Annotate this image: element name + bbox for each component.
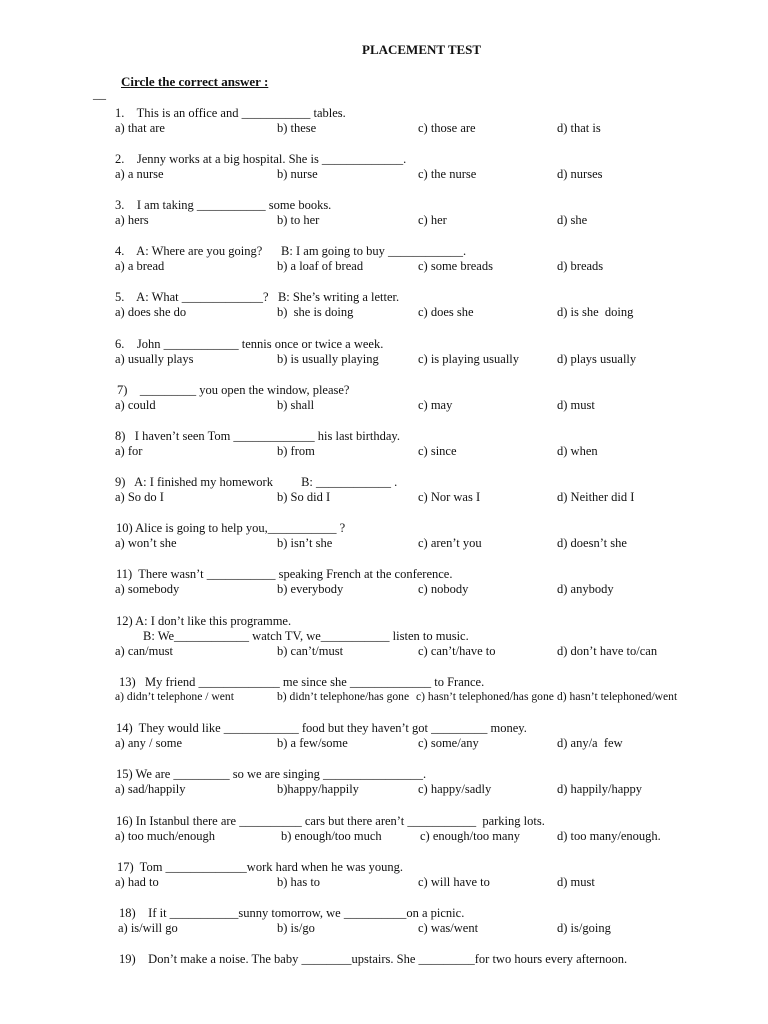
answer-option-b[interactable]: b) is usually playing [277, 352, 379, 366]
answer-option-b[interactable]: b) nurse [277, 167, 318, 181]
question-stem: 3. I am taking ___________ some books. [115, 198, 332, 212]
answer-option-c[interactable]: c) the nurse [418, 167, 477, 181]
answer-option-c[interactable]: c) some breads [418, 259, 493, 273]
question-stem: 7) _________ you open the window, please? [117, 383, 350, 397]
answer-option-a[interactable]: a) too much/enough [115, 829, 215, 843]
answer-option-c[interactable]: c) does she [418, 305, 474, 319]
question-stem: 10) Alice is going to help you,___________ ? [116, 521, 346, 535]
answer-option-c[interactable]: c) is playing usually [418, 352, 520, 366]
answer-option-d[interactable]: d) plays usually [557, 352, 637, 366]
answer-option-a[interactable]: a) that are [115, 121, 165, 135]
question-stem: 9) A: I finished my homework B: ____________ . [115, 475, 398, 489]
answer-option-d[interactable]: d) is she doing [557, 305, 634, 319]
answer-option-b[interactable]: b) enough/too much [281, 829, 382, 843]
answer-option-b[interactable]: b) a loaf of bread [277, 259, 364, 273]
answer-option-d[interactable]: d) hasn’t telephoned/went [557, 690, 678, 703]
answer-option-b[interactable]: b) she is doing [277, 305, 354, 319]
answer-option-c[interactable]: c) since [418, 444, 457, 458]
question-stem: 17) Tom _____________work hard when he was young. [117, 860, 404, 874]
answer-option-c[interactable]: c) enough/too many [420, 829, 520, 843]
answer-option-d[interactable]: d) when [557, 444, 598, 458]
answer-option-d[interactable]: d) she [557, 213, 588, 227]
answer-option-d[interactable]: d) any/a few [557, 736, 623, 750]
answer-option-a[interactable]: a) can/must [115, 644, 173, 658]
answer-option-a[interactable]: a) does she do [115, 305, 187, 319]
page-title: PLACEMENT TEST [362, 42, 482, 57]
answer-option-b[interactable]: b) these [277, 121, 317, 135]
answer-option-a[interactable]: a) didn’t telephone / went [115, 690, 234, 703]
answer-option-a[interactable]: a) sad/happily [115, 782, 186, 796]
question-stem: 13) My friend _____________ me since she _____________ to France. [119, 675, 485, 689]
question-stem: 12) A: I don’t like this programme. [116, 614, 292, 628]
answer-option-d[interactable]: d) breads [557, 259, 604, 273]
stray-mark: __ [93, 86, 106, 101]
question-stem: 15) We are _________ so we are singing ________________. [116, 767, 427, 781]
answer-option-b[interactable]: b) a few/some [277, 736, 348, 750]
answer-option-a[interactable]: a) usually plays [115, 352, 194, 366]
answer-option-b[interactable]: b) has to [277, 875, 321, 889]
instruction-text: Circle the correct answer : [121, 74, 269, 89]
answer-option-c[interactable]: c) nobody [418, 582, 469, 596]
question-stem: 4. A: Where are you going? B: I am going to buy ____________. [115, 244, 467, 258]
answer-option-d[interactable]: d) Neither did I [557, 490, 635, 504]
answer-option-d[interactable]: d) must [557, 875, 595, 889]
answer-option-d[interactable]: d) don’t have to/can [557, 644, 658, 658]
question-stem: 19) Don’t make a noise. The baby ________upstairs. She _________for two hours every afternoon. [119, 952, 628, 966]
answer-option-c[interactable]: c) Nor was I [418, 490, 481, 504]
answer-option-a[interactable]: a) somebody [115, 582, 180, 596]
question-stem: 6. John ____________ tennis once or twice a week. [115, 337, 384, 351]
answer-option-c[interactable]: c) will have to [418, 875, 490, 889]
answer-option-b[interactable]: b) can’t/must [277, 644, 344, 658]
answer-option-d[interactable]: d) nurses [557, 167, 603, 181]
answer-option-b[interactable]: b) didn’t telephone/has gone [277, 690, 410, 703]
answer-option-c[interactable]: c) those are [418, 121, 476, 135]
answer-option-c[interactable]: c) aren’t you [418, 536, 482, 550]
answer-option-a[interactable]: a) a bread [115, 259, 165, 273]
question-stem: 5. A: What _____________? B: She’s writing a letter. [115, 290, 400, 304]
answer-option-d[interactable]: d) that is [557, 121, 601, 135]
answer-option-d[interactable]: d) too many/enough. [557, 829, 661, 843]
answer-option-d[interactable]: d) must [557, 398, 595, 412]
answer-option-c[interactable]: c) was/went [418, 921, 479, 935]
answer-option-b[interactable]: b) isn’t she [277, 536, 333, 550]
answer-option-a[interactable]: a) any / some [115, 736, 182, 750]
answer-option-d[interactable]: d) happily/happy [557, 782, 643, 796]
answer-option-c[interactable]: c) some/any [418, 736, 479, 750]
answer-option-d[interactable]: d) doesn’t she [557, 536, 627, 550]
question-stem: 2. Jenny works at a big hospital. She is _____________. [115, 152, 407, 166]
question-stem: 11) There wasn’t ___________ speaking French at the conference. [116, 567, 453, 581]
answer-option-b[interactable]: b) everybody [277, 582, 344, 596]
answer-option-a[interactable]: a) hers [115, 213, 149, 227]
answer-option-b[interactable]: b) is/go [277, 921, 315, 935]
answer-option-c[interactable]: c) her [418, 213, 447, 227]
question-stem: 1. This is an office and ___________ tables. [115, 106, 346, 120]
answer-option-c[interactable]: c) hasn’t telephoned/has gone [416, 690, 554, 703]
question-stem: 8) I haven’t seen Tom _____________ his last birthday. [115, 429, 400, 443]
question-stem: 18) If it ___________sunny tomorrow, we __________on a picnic. [119, 906, 465, 920]
answer-option-c[interactable]: c) happy/sadly [418, 782, 492, 796]
answer-option-b[interactable]: b) to her [277, 213, 320, 227]
answer-option-a[interactable]: a) won’t she [115, 536, 177, 550]
answer-option-b[interactable]: b) from [277, 444, 315, 458]
question-stem: 16) In Istanbul there are __________ cars but there aren’t ___________ parking lots. [116, 814, 545, 828]
answer-option-d[interactable]: d) is/going [557, 921, 611, 935]
answer-option-b[interactable]: b) So did I [277, 490, 331, 504]
answer-option-c[interactable]: c) can’t/have to [418, 644, 496, 658]
question-stem: 14) They would like ____________ food but they haven’t got _________ money. [116, 721, 527, 735]
answer-option-b[interactable]: b)happy/happily [277, 782, 359, 796]
question-stem-line2: B: We____________ watch TV, we___________ listen to music. [143, 629, 469, 643]
answer-option-a[interactable]: a) So do I [115, 490, 164, 504]
answer-option-a[interactable]: a) is/will go [118, 921, 178, 935]
answer-option-d[interactable]: d) anybody [557, 582, 614, 596]
answer-option-b[interactable]: b) shall [277, 398, 315, 412]
answer-option-a[interactable]: a) could [115, 398, 156, 412]
answer-option-c[interactable]: c) may [418, 398, 453, 412]
answer-option-a[interactable]: a) a nurse [115, 167, 164, 181]
answer-option-a[interactable]: a) had to [115, 875, 159, 889]
answer-option-a[interactable]: a) for [115, 444, 143, 458]
